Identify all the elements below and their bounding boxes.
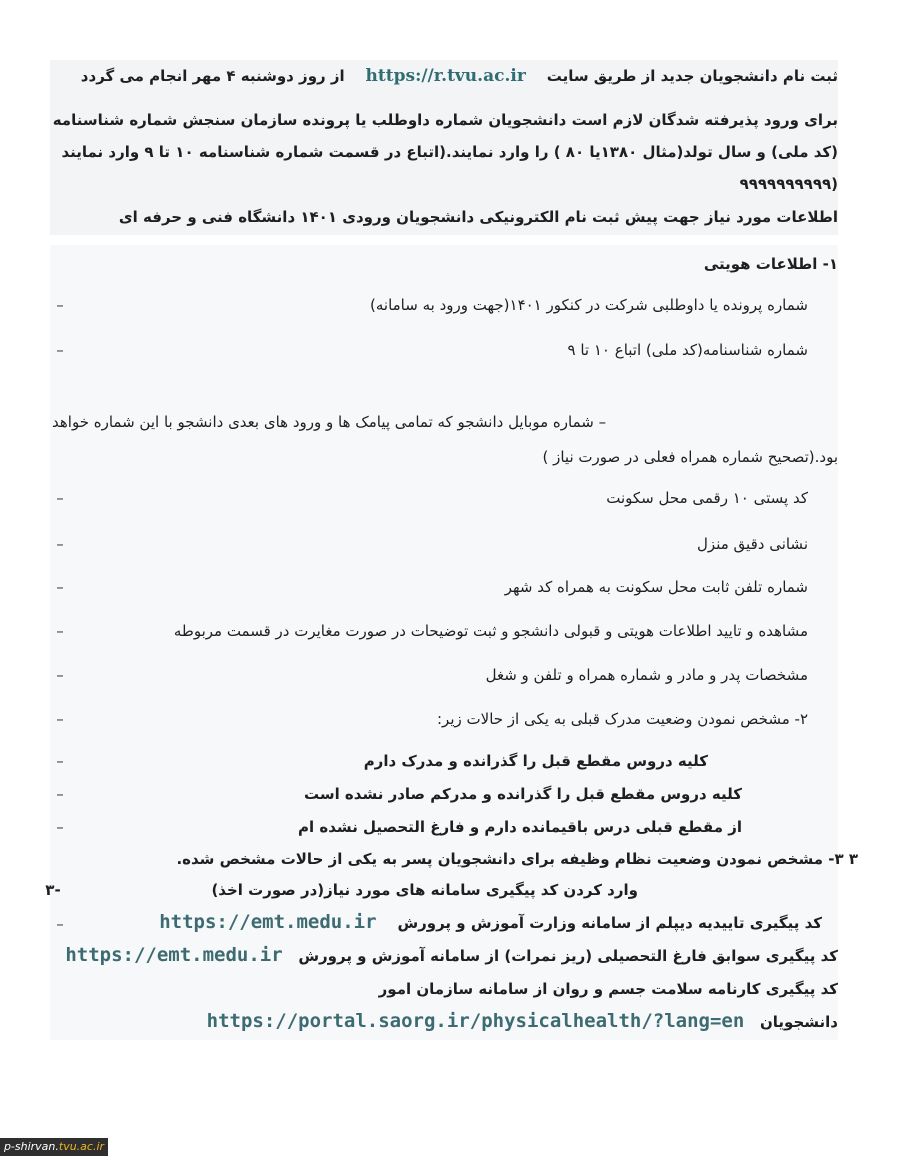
dash-bullet: – [56,489,64,507]
tracking-row-diploma: کد پیگیری تاییدیه دیپلم از سامانه وزارت آموزش و پرورش https://emt.medu.ir [159,911,822,933]
list-item: کلیه دروس مقطع قبل را گذرانده و مدرک دارم [363,752,708,770]
list-item: مشاهده و تایید اطلاعات هویتی و قبولی دانشجو و ثبت توضیحات در صورت مغایرت در قسمت مربوطه [173,622,808,640]
list-item: از مقطع قبلی درس باقیمانده دارم و فارغ التحصیل نشده ام [298,818,742,836]
list-item-continued: بود.(تصحیح شماره همراه فعلی در صورت نیاز ) [542,448,838,466]
list-item: – شماره موبایل دانشجو که تمامی پیامک ها و ورود های بعدی دانشجو با این شماره خواهد [52,413,607,431]
section2-heading: ۲- مشخص نمودن وضعیت مدرک قبلی به یکی از حالات زیر: [437,710,808,728]
dash-bullet: – [56,666,64,684]
site-watermark: p-shirvan.tvu.ac.ir [0,1138,108,1156]
dash-bullet: – [56,622,64,640]
dash-bullet: – [56,915,64,933]
tracking-row-health: کد پیگیری کارنامه سلامت جسم و روان از سامانه سازمان امور [378,980,838,998]
list-item: کد پستی ۱۰ رقمی محل سکونت [606,489,808,507]
document-page [45,60,858,1040]
list-item: شماره پرونده یا داوطلبی شرکت در کنکور ۱۴۰۱(جهت ورود به سامانه) [370,296,808,314]
list-item: شماره شناسنامه(کد ملی) اتباع ۱۰ تا ۹ [567,341,808,359]
list-item: کلیه دروس مقطع قبل را گذرانده و مدرکم صادر نشده است [303,785,742,803]
saorg-health-link[interactable]: https://portal.saorg.ir/physicalhealth/?lang=en [206,1010,745,1032]
emt-medu-link[interactable]: https://emt.medu.ir [159,911,377,933]
dash-bullet: – [56,752,64,770]
dash-bullet: – [56,341,64,359]
list-item: مشخصات پدر و مادر و شماره همراه و تلفن و شغل [485,666,808,684]
list-item: نشانی دقیق منزل [697,535,808,553]
section3-subheading: وارد کردن کد پیگیری سامانه های مورد نیاز(در صورت اخذ) [211,881,638,899]
intro-line-4: (۹۹۹۹۹۹۹۹۹۹ [739,175,838,193]
tvu-registration-link[interactable]: https://r.tvu.ac.ir [365,66,526,86]
emt-medu-link[interactable]: https://emt.medu.ir [65,944,283,966]
intro-line-1: ثبت نام دانشجویان جدید از طریق سایت https://r.tvu.ac.ir از روز دوشنبه ۴ مهر انجام می گردد [80,66,838,86]
list-item: شماره تلفن ثابت محل سکونت به همراه کد شهر [504,578,808,596]
dash-bullet: – [56,535,64,553]
dash-bullet: – [56,578,64,596]
dash-bullet: – [56,710,64,728]
intro-line-3: (کد ملی) و سال تولد(مثال ۱۳۸۰یا ۸۰ ) را وارد نمایند.(اتباع در قسمت شماره شناسنامه ۱۰ تا ۹ وارد نمایند [61,143,838,161]
dash-bullet: – [56,296,64,314]
tracking-row-health-continued: دانشجویان https://portal.saorg.ir/physicalhealth/?lang=en [206,1010,838,1032]
intro-line-5: اطلاعات مورد نیاز جهت پیش ثبت نام الکترونیکی دانشجویان ورودی ۱۴۰۱ دانشگاه فنی و حرفه ای [118,208,838,226]
section3-heading: ۳ ۳- مشخص نمودن وضعیت نظام وظیفه برای دانشجویان پسر به یکی از حالات مشخص شده. [176,850,858,868]
section3-sub-number: -۳ [45,881,61,899]
dash-bullet: – [56,818,64,836]
section1-heading: ۱- اطلاعات هویتی [703,255,838,273]
dash-bullet: – [56,785,64,803]
tracking-row-transcript: کد پیگیری سوابق فارغ التحصیلی (ریز نمرات) از سامانه آموزش و پرورش https://emt.medu.ir [65,944,838,966]
intro-line-2: برای ورود پذیرفته شدگان لازم است دانشجویان شماره داوطلب یا پرونده سازمان سنجش شماره شناسنامه [52,111,838,129]
